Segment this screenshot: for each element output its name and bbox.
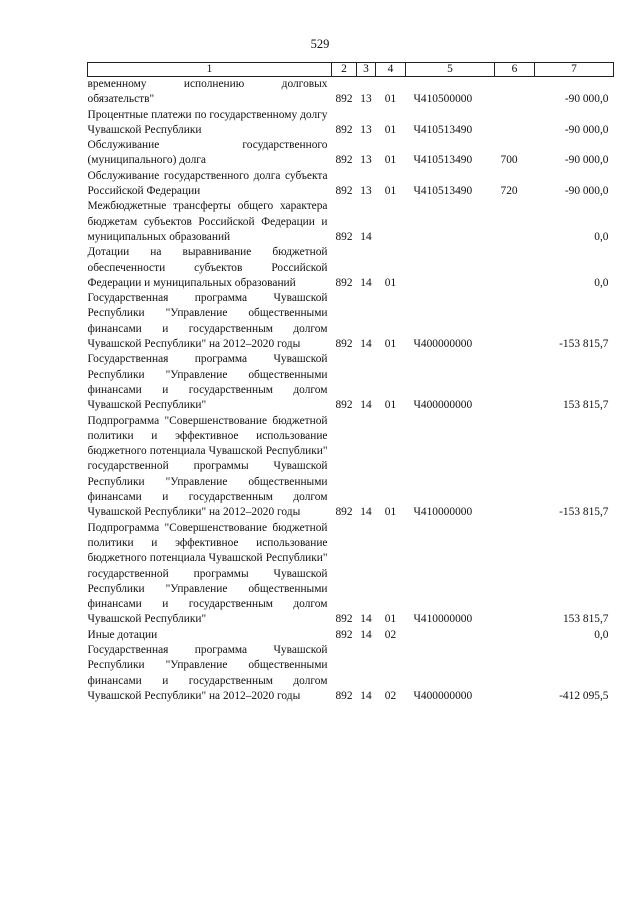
row-amount: -90 000,0 bbox=[564, 93, 609, 106]
row-section: 13 bbox=[360, 185, 372, 198]
column-header: 6 bbox=[495, 63, 535, 77]
row-name: Иные дотации bbox=[87, 628, 158, 641]
row-admin-code: 892 bbox=[335, 689, 353, 702]
table-row bbox=[88, 169, 614, 200]
row-expense-type bbox=[495, 352, 535, 413]
row-expense-type bbox=[495, 521, 535, 628]
row-subsection: 01 bbox=[384, 185, 397, 198]
row-admin-code: 892 bbox=[335, 154, 353, 167]
row-subsection: 01 bbox=[384, 154, 397, 167]
row-expense-type bbox=[495, 643, 535, 704]
row-expense-type bbox=[495, 108, 535, 139]
row-target-article bbox=[406, 199, 495, 245]
table-row bbox=[88, 199, 614, 245]
row-subsection bbox=[376, 199, 406, 245]
row-admin-code: 892 bbox=[335, 338, 353, 351]
row-admin-code: 892 bbox=[335, 613, 353, 626]
row-target-article: Ч410513490 bbox=[413, 154, 473, 167]
row-name: Государственная программа Чувашской Республики "Управление общественными финансами и государственным долгом Чувашской Республики" bbox=[87, 353, 328, 412]
row-target-article: Ч400000000 bbox=[413, 399, 473, 412]
row-name: Межбюджетные трансферты общего характера бюджетам субъектов Российской Федерации и муниципальных образований bbox=[87, 200, 328, 243]
row-section: 14 bbox=[360, 506, 372, 519]
row-expense-type bbox=[495, 199, 535, 245]
column-header: 7 bbox=[535, 63, 614, 77]
row-admin-code: 892 bbox=[335, 123, 353, 136]
table-row bbox=[88, 108, 614, 139]
table-row bbox=[88, 352, 614, 413]
row-expense-type: 700 bbox=[500, 154, 518, 167]
column-header: 4 bbox=[376, 63, 406, 77]
row-target-article: Ч410513490 bbox=[413, 185, 473, 198]
row-target-article: Ч410000000 bbox=[413, 613, 473, 626]
row-section: 14 bbox=[360, 399, 372, 412]
row-target-article bbox=[406, 628, 495, 643]
row-section: 14 bbox=[360, 628, 372, 641]
row-expense-type bbox=[495, 628, 535, 643]
table-row bbox=[88, 138, 614, 169]
row-amount: -412 095,5 bbox=[559, 689, 609, 702]
row-amount: -153 815,7 bbox=[559, 506, 609, 519]
row-amount: 0,0 bbox=[594, 276, 609, 289]
row-amount: 153 815,7 bbox=[562, 399, 609, 412]
row-amount: 0,0 bbox=[594, 628, 609, 641]
row-amount: -90 000,0 bbox=[564, 123, 609, 136]
row-expense-type bbox=[495, 77, 535, 108]
row-subsection: 01 bbox=[384, 276, 397, 289]
row-target-article: Ч410513490 bbox=[413, 123, 473, 136]
row-admin-code: 892 bbox=[335, 230, 353, 243]
table-row bbox=[88, 414, 614, 521]
page-number: 529 bbox=[310, 37, 330, 51]
row-subsection: 01 bbox=[384, 399, 397, 412]
row-admin-code: 892 bbox=[335, 276, 353, 289]
row-name: временному исполнению долговых обязательств" bbox=[87, 78, 328, 106]
table-row bbox=[88, 245, 614, 291]
row-amount: -153 815,7 bbox=[559, 338, 609, 351]
row-target-article bbox=[406, 245, 495, 291]
row-target-article: Ч410500000 bbox=[413, 93, 473, 106]
row-subsection: 02 bbox=[384, 689, 397, 702]
table-row bbox=[88, 77, 614, 108]
budget-table bbox=[87, 62, 614, 704]
row-section: 14 bbox=[360, 338, 372, 351]
column-header: 5 bbox=[406, 63, 495, 77]
row-amount: 0,0 bbox=[594, 230, 609, 243]
row-target-article: Ч410000000 bbox=[413, 506, 473, 519]
row-expense-type bbox=[495, 414, 535, 521]
row-section: 14 bbox=[360, 276, 372, 289]
row-subsection: 01 bbox=[384, 506, 397, 519]
row-section: 13 bbox=[360, 123, 372, 136]
table-row bbox=[88, 643, 614, 704]
table-row bbox=[88, 628, 614, 643]
row-name: Подпрограмма "Совершенствование бюджетной политики и эффективное использование бюджетного потенциала Чувашской Республики" государственной программы Чувашской Республики "Управление общественными финансами и государственным долгом Чувашской Республики" bbox=[87, 521, 328, 626]
row-target-article: Ч400000000 bbox=[413, 689, 473, 702]
row-expense-type bbox=[495, 291, 535, 352]
row-subsection: 01 bbox=[384, 123, 397, 136]
row-subsection: 01 bbox=[384, 338, 397, 351]
row-amount: -90 000,0 bbox=[564, 185, 609, 198]
row-admin-code: 892 bbox=[335, 399, 353, 412]
row-expense-type bbox=[495, 245, 535, 291]
row-section: 13 bbox=[360, 154, 372, 167]
row-name: Дотации на выравнивание бюджетной обеспеченности субъектов Российской Федерации и муниципальных образований bbox=[87, 246, 328, 289]
row-admin-code: 892 bbox=[335, 628, 353, 641]
row-section: 14 bbox=[360, 230, 372, 243]
row-section: 14 bbox=[360, 689, 372, 702]
row-amount: -90 000,0 bbox=[564, 154, 609, 167]
row-name: Обслуживание государственного долга субъекта Российской Федерации bbox=[87, 169, 328, 198]
column-header: 1 bbox=[88, 63, 332, 77]
row-admin-code: 892 bbox=[335, 506, 353, 519]
row-section: 14 bbox=[360, 613, 372, 626]
row-expense-type: 720 bbox=[500, 185, 518, 198]
row-subsection: 02 bbox=[384, 628, 397, 641]
row-amount: 153 815,7 bbox=[562, 613, 609, 626]
table-row bbox=[88, 291, 614, 352]
row-subsection: 01 bbox=[384, 93, 397, 106]
row-name: Процентные платежи по государственному долгу Чувашской Республики bbox=[87, 108, 328, 136]
table-row bbox=[88, 521, 614, 628]
row-name: Государственная программа Чувашской Республики "Управление общественными финансами и государственным долгом Чувашской Республики" на 2012–2020 годы bbox=[87, 292, 328, 351]
row-admin-code: 892 bbox=[335, 93, 353, 106]
row-name: Государственная программа Чувашской Республики "Управление общественными финансами и государственным долгом Чувашской Республики" на 2012–2020 годы bbox=[87, 643, 328, 702]
column-header: 3 bbox=[357, 63, 376, 77]
column-header-row bbox=[88, 63, 614, 77]
column-header: 2 bbox=[332, 63, 357, 77]
row-section: 13 bbox=[360, 93, 372, 106]
row-name: Обслуживание государственного (муниципального) долга bbox=[87, 139, 328, 167]
row-name: Подпрограмма "Совершенствование бюджетной политики и эффективное использование бюджетного потенциала Чувашской Республики" государственной программы Чувашской Республики "Управление общественными финансами и государственным долгом Чувашской Республики" на 2012–2020 годы bbox=[87, 414, 328, 519]
row-admin-code: 892 bbox=[335, 185, 353, 198]
row-subsection: 01 bbox=[384, 613, 397, 626]
row-target-article: Ч400000000 bbox=[413, 338, 473, 351]
